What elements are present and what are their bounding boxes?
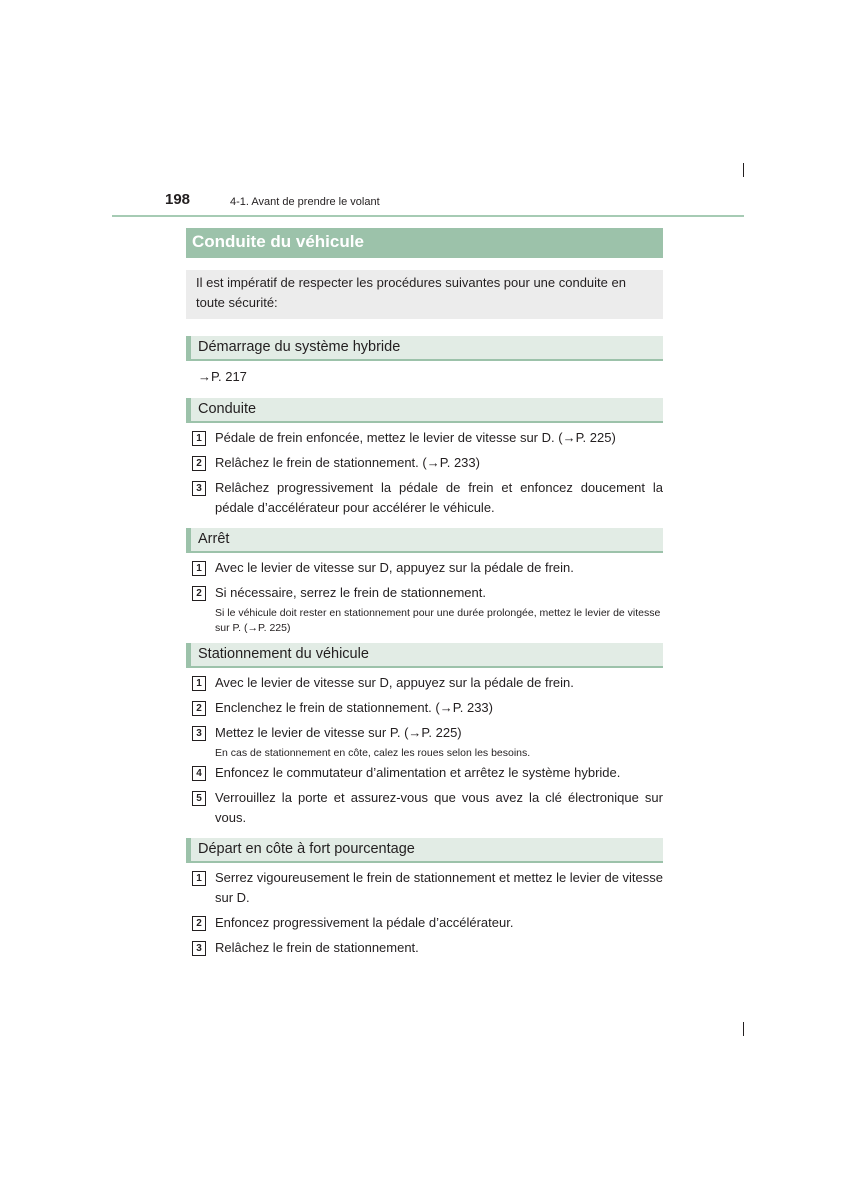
intro-box: Il est impératif de respecter les procédures suivantes pour une conduite en toute sécurité: bbox=[186, 270, 663, 319]
step-item bbox=[186, 558, 663, 578]
step-item bbox=[186, 583, 663, 603]
page-number: 198 bbox=[165, 191, 191, 208]
step-number-badge: 4 bbox=[192, 766, 206, 781]
main-content bbox=[186, 228, 663, 958]
step-number-badge: 1 bbox=[192, 871, 206, 886]
section-heading-arret: Arrêt bbox=[186, 528, 663, 553]
step-text: Enclenchez le frein de stationnement. (→P. 233) bbox=[215, 700, 493, 715]
step-text: Verrouillez la porte et assurez-vous que vous avez la clé électronique sur vous. bbox=[215, 790, 663, 825]
step-number-badge: 3 bbox=[192, 481, 206, 496]
step-item bbox=[186, 723, 663, 743]
step-number-badge: 3 bbox=[192, 726, 206, 741]
page-reference: →P. 217 bbox=[198, 369, 247, 384]
page-title: Conduite du véhicule bbox=[186, 228, 663, 258]
step-text: Si nécessaire, serrez le frein de stationnement. bbox=[215, 585, 486, 600]
step-item bbox=[186, 673, 663, 693]
step-text: Relâchez progressivement la pédale de frein et enfoncez doucement la pédale d’accélérateur pour accélérer le véhicule. bbox=[215, 480, 663, 515]
section-heading-depart-en-cote: Départ en côte à fort pourcentage bbox=[186, 838, 663, 863]
step-number-badge: 1 bbox=[192, 676, 206, 691]
step-note: Si le véhicule doit rester en stationnement pour une durée prolongée, mettez le levier de vitesse sur P. (→P. 225) bbox=[215, 607, 661, 634]
step-number-badge: 1 bbox=[192, 431, 206, 446]
section-heading-conduite: Conduite bbox=[186, 398, 663, 423]
section-heading-stationnement: Stationnement du véhicule bbox=[186, 643, 663, 668]
step-item bbox=[186, 478, 663, 518]
step-item bbox=[186, 428, 663, 448]
step-text: Relâchez le frein de stationnement. (→P. 233) bbox=[215, 455, 480, 470]
step-number-badge: 2 bbox=[192, 456, 206, 471]
chapter-title: 4-1. Avant de prendre le volant bbox=[230, 196, 380, 208]
step-item bbox=[186, 788, 663, 828]
step-number-badge: 5 bbox=[192, 791, 206, 806]
step-item bbox=[186, 938, 663, 958]
section-heading-demarrage: Démarrage du système hybride bbox=[186, 336, 663, 361]
crop-mark-top bbox=[743, 163, 744, 177]
step-note: En cas de stationnement en côte, calez les roues selon les besoins. bbox=[215, 747, 531, 759]
step-number-badge: 2 bbox=[192, 586, 206, 601]
step-text: Avec le levier de vitesse sur D, appuyez sur la pédale de frein. bbox=[215, 560, 574, 575]
header-rule bbox=[112, 215, 744, 217]
step-text: Enfoncez le commutateur d’alimentation et arrêtez le système hybride. bbox=[215, 765, 621, 780]
step-number-badge: 3 bbox=[192, 941, 206, 956]
step-text: Mettez le levier de vitesse sur P. (→P. 225) bbox=[215, 725, 462, 740]
step-number-badge: 2 bbox=[192, 701, 206, 716]
crop-mark-bottom bbox=[743, 1022, 744, 1036]
step-item bbox=[186, 453, 663, 473]
step-number-badge: 2 bbox=[192, 916, 206, 931]
step-item bbox=[186, 868, 663, 908]
step-item bbox=[186, 763, 663, 783]
step-text: Relâchez le frein de stationnement. bbox=[215, 940, 419, 955]
step-number-badge: 1 bbox=[192, 561, 206, 576]
step-item bbox=[186, 698, 663, 718]
step-text: Enfoncez progressivement la pédale d’accélérateur. bbox=[215, 915, 514, 930]
page-header bbox=[0, 186, 848, 218]
step-text: Avec le levier de vitesse sur D, appuyez sur la pédale de frein. bbox=[215, 675, 574, 690]
step-text: Serrez vigoureusement le frein de stationnement et mettez le levier de vitesse sur D. bbox=[215, 870, 664, 905]
step-item bbox=[186, 913, 663, 933]
step-text: Pédale de frein enfoncée, mettez le levier de vitesse sur D. (→P. 225) bbox=[215, 430, 616, 445]
